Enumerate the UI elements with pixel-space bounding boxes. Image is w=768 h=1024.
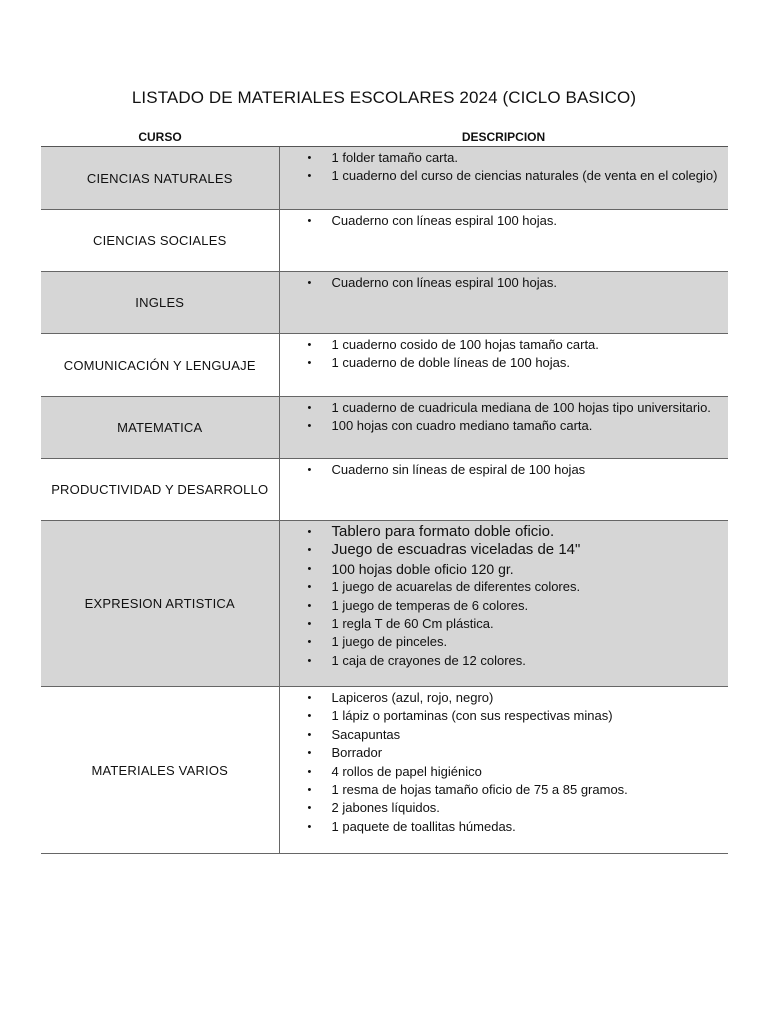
list-item	[300, 744, 723, 762]
bullet-icon: •	[307, 784, 312, 797]
list-item-text: 1 lápiz o portaminas (con sus respectivas minas)	[331, 708, 613, 724]
description-cell	[279, 334, 728, 397]
list-item	[300, 652, 723, 670]
list-item-text: Cuaderno sin líneas de espiral de 100 hojas	[331, 462, 586, 477]
course-name-cell: MATERIALES VARIOS	[41, 687, 279, 854]
list-item-text: 1 caja de crayones de 12 colores.	[331, 652, 526, 668]
list-item-text: 1 cuaderno de cuadricula mediana de 100 hojas tipo universitario.	[331, 400, 711, 415]
list-item	[300, 689, 723, 707]
list-item-text: Cuaderno con líneas espiral 100 hojas.	[331, 275, 557, 290]
description-cell	[279, 147, 728, 210]
materials-list	[280, 334, 729, 377]
table-row	[41, 210, 728, 272]
course-name-cell: INGLES	[41, 272, 279, 334]
list-item	[300, 461, 723, 479]
list-item-text: Tablero para formato doble oficio.	[331, 523, 555, 540]
bullet-icon: •	[307, 728, 312, 741]
list-item-text: Juego de escuadras viceladas de 14"	[331, 541, 581, 559]
bullet-icon: •	[307, 692, 312, 704]
list-item	[300, 523, 723, 541]
list-item-text: 1 resma de hojas tamaño oficio de 75 a 85 gramos.	[331, 782, 628, 798]
bullet-icon: •	[307, 544, 312, 557]
list-item-text: Lapiceros (azul, rojo, negro)	[331, 690, 494, 705]
list-item-text: 1 paquete de toallitas húmedas.	[331, 818, 516, 834]
list-item	[300, 597, 723, 615]
course-name-cell: PRODUCTIVIDAD Y DESARROLLO	[41, 459, 279, 521]
description-cell	[279, 397, 728, 459]
list-item	[300, 726, 723, 744]
list-item	[300, 781, 723, 799]
list-item	[300, 541, 723, 559]
bullet-icon: •	[307, 420, 312, 433]
bullet-icon: •	[307, 618, 312, 631]
list-item-text: 1 juego de acuarelas de diferentes colores.	[331, 579, 581, 595]
bullet-icon: •	[307, 277, 312, 289]
list-item-text: 1 cuaderno de doble líneas de 100 hojas.	[331, 355, 571, 371]
bullet-icon: •	[307, 581, 312, 594]
materials-list	[280, 397, 729, 440]
bullet-icon: •	[307, 802, 312, 815]
table-row	[41, 272, 728, 334]
list-item-text: Sacapuntas	[331, 726, 401, 742]
description-cell	[279, 459, 728, 521]
course-name-cell: MATEMATICA	[41, 397, 279, 459]
bullet-icon: •	[307, 339, 312, 351]
table-row	[41, 397, 728, 459]
bullet-icon: •	[307, 765, 312, 778]
list-item	[300, 274, 723, 292]
description-cell	[279, 521, 728, 687]
list-item	[300, 149, 723, 167]
materials-list	[280, 272, 729, 296]
list-item-text: 1 folder tamaño carta.	[331, 150, 458, 165]
bullet-icon: •	[307, 526, 312, 538]
bullet-icon: •	[307, 402, 312, 414]
document-title: LISTADO DE MATERIALES ESCOLARES 2024 (CICLO BASICO)	[131, 88, 637, 107]
materials-list	[280, 687, 729, 840]
table-row	[41, 459, 728, 521]
description-cell	[279, 210, 728, 272]
list-item	[300, 399, 723, 417]
table-row	[41, 147, 728, 210]
bullet-icon: •	[307, 654, 312, 667]
list-item	[300, 336, 723, 354]
list-item	[300, 633, 723, 651]
list-item	[300, 615, 723, 633]
table-row	[41, 687, 728, 854]
list-item	[300, 799, 723, 817]
bullet-icon: •	[307, 820, 312, 833]
list-item-text: 4 rollos de papel higiénico	[331, 763, 482, 779]
bullet-icon: •	[307, 152, 312, 164]
table-row	[41, 334, 728, 397]
bullet-icon: •	[307, 636, 312, 649]
list-item-text: 1 juego de pinceles.	[331, 634, 448, 650]
course-name-cell: COMUNICACIÓN Y LENGUAJE	[41, 334, 279, 397]
table-row	[41, 521, 728, 687]
bullet-icon: •	[307, 562, 312, 575]
list-item	[300, 763, 723, 781]
list-item	[300, 818, 723, 836]
header-curso: CURSO	[41, 128, 279, 147]
bullet-icon: •	[307, 357, 312, 370]
table-body	[41, 147, 728, 854]
list-item	[300, 167, 723, 185]
materials-list	[280, 147, 729, 190]
bullet-icon: •	[307, 464, 312, 476]
list-item	[300, 354, 723, 372]
list-item	[300, 560, 723, 578]
bullet-icon: •	[307, 215, 312, 227]
materials-list	[280, 210, 729, 234]
list-item-text: 1 cuaderno del curso de ciencias naturales (de venta en el colegio)	[331, 168, 718, 184]
list-item-text: Cuaderno con líneas espiral 100 hojas.	[331, 213, 557, 228]
list-item-text: 1 cuaderno cosido de 100 hojas tamaño carta.	[331, 337, 599, 352]
list-item	[300, 578, 723, 596]
table-header-row	[41, 128, 728, 147]
list-item	[300, 707, 723, 725]
bullet-icon: •	[307, 710, 312, 723]
list-item-text: 1 regla T de 60 Cm plástica.	[331, 616, 494, 632]
bullet-icon: •	[307, 747, 312, 760]
course-name-cell: CIENCIAS NATURALES	[41, 147, 279, 210]
description-cell	[279, 687, 728, 854]
materials-list	[280, 521, 729, 674]
materials-table	[41, 128, 728, 854]
bullet-icon: •	[307, 170, 312, 183]
list-item-text: 100 hojas doble oficio 120 gr.	[331, 560, 514, 577]
list-item	[300, 417, 723, 435]
list-item-text: 100 hojas con cuadro mediano tamaño carta.	[331, 418, 593, 434]
bullet-icon: •	[307, 599, 312, 612]
list-item-text: 2 jabones líquidos.	[331, 800, 440, 816]
materials-list	[280, 459, 729, 483]
description-cell	[279, 272, 728, 334]
course-name-cell: EXPRESION ARTISTICA	[41, 521, 279, 687]
list-item-text: Borrador	[331, 745, 383, 761]
list-item-text: 1 juego de temperas de 6 colores.	[331, 597, 529, 613]
header-descripcion: DESCRIPCION	[279, 128, 728, 147]
list-item	[300, 212, 723, 230]
course-name-cell: CIENCIAS SOCIALES	[41, 210, 279, 272]
